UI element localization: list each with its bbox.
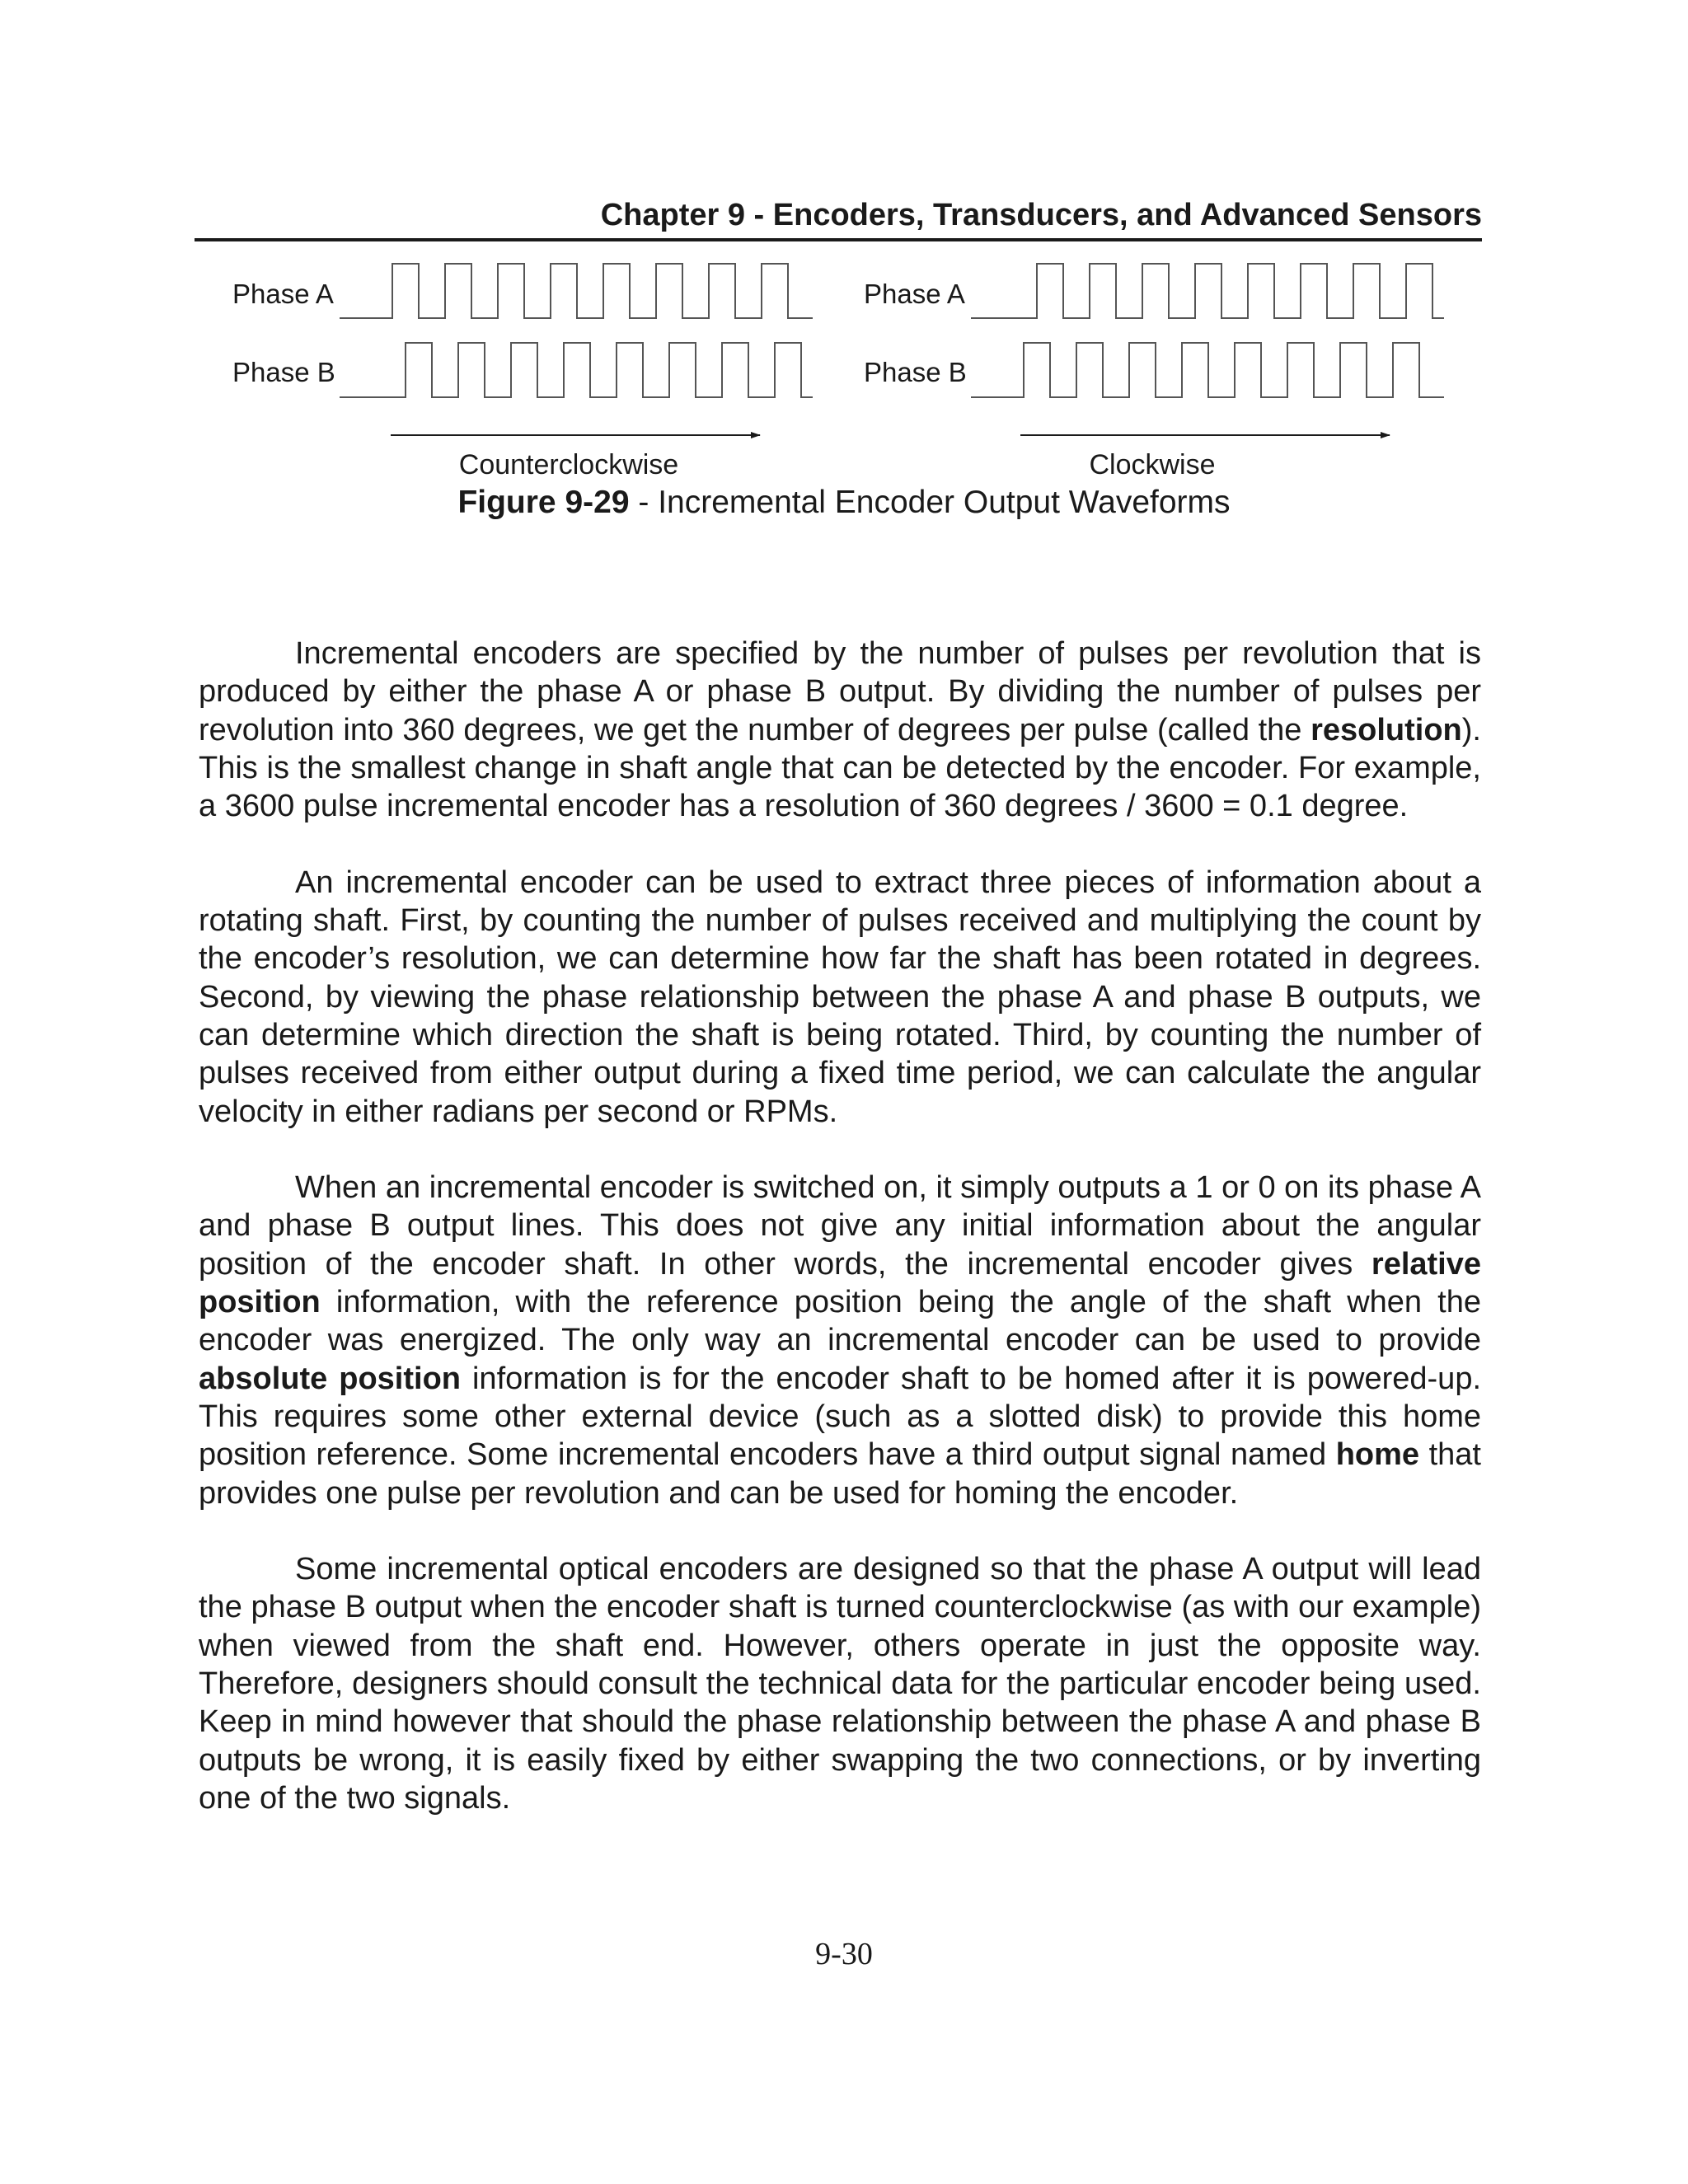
paragraph-information bbox=[199, 864, 1481, 1131]
chapter-header: Chapter 9 - Encoders, Transducers, and Advanced Sensors bbox=[600, 198, 1482, 232]
text-run: that provides one pulse per revolution and can be used for homing the encoder. bbox=[199, 1437, 1481, 1511]
figure-caption-text: - Incremental Encoder Output Waveforms bbox=[629, 485, 1231, 520]
cw-phase-b-label: Phase B bbox=[864, 357, 967, 387]
ccw-direction-label: Counterclockwise bbox=[458, 449, 679, 480]
ccw-phase-b-waveform bbox=[340, 343, 813, 397]
body-text bbox=[199, 635, 1481, 1817]
cw-phase-b-waveform bbox=[971, 343, 1444, 397]
text-run: When an incremental encoder is switched on, it simply outputs a 1 or 0 on its phase A and phase B output lines. This does not give any initial information about the angular position of the encoder shaft. In other words, the incremental encoder gives bbox=[199, 1170, 1481, 1282]
cw-phase-a-label: Phase A bbox=[864, 279, 965, 309]
ccw-phase-a-label: Phase A bbox=[232, 279, 334, 309]
text-run: information is for the encoder shaft to be homed after it is powered-up. This requires some other external device (such as a slotted disk) to provide this home position reference. Some incremental encoders have a third output signal named bbox=[199, 1361, 1482, 1473]
ccw-phase-b-label: Phase B bbox=[232, 357, 335, 387]
encoder-waveform-figure bbox=[0, 0, 1688, 494]
bold-term: absolute position bbox=[199, 1361, 461, 1396]
page-number: 9-30 bbox=[815, 1937, 873, 1971]
text-run: An incremental encoder can be used to extract three pieces of information about a rotating shaft. First, by counting the number of pulses received and multiplying the count by the encoder’s resolution, we can determine how far the shaft has been rotated in degrees. Second, by viewing the phase relationship between the phase A and phase B outputs, we can determine which direction the shaft is being rotated. Third, by counting the number of pulses received from either output during a fixed time period, we can calculate the angular velocity in either radians per second or RPMs. bbox=[199, 865, 1481, 1129]
cw-panel bbox=[864, 264, 1444, 480]
text-run: ). This is the smallest change in shaft angle that can be detected by the encoder. For example, a 3600 pulse incremental encoder has a resolution of 360 degrees / 3600 = 0.1 degree. bbox=[199, 712, 1481, 824]
ccw-panel bbox=[232, 264, 813, 480]
paragraph-resolution bbox=[199, 635, 1481, 825]
paragraph-phase-lead bbox=[199, 1550, 1481, 1817]
bold-term: home bbox=[1335, 1437, 1420, 1473]
cw-phase-a-waveform bbox=[971, 264, 1444, 318]
cw-direction-label: Clockwise bbox=[1089, 449, 1216, 480]
text-run: Some incremental optical encoders are designed so that the phase A output will lead the phase B output when the encoder shaft is turned counterclockwise (as with our example) when viewed from the shaft end. However, others operate in just the opposite way. Therefore, designers should consult the technical data for the particular encoder being used. Keep in mind however that should the phase relationship between the phase A and phase B outputs be wrong, it is easily fixed by either swapping the two connections, or by inverting one of the two signals. bbox=[199, 1552, 1481, 1816]
text-run: Incremental encoders are specified by the number of pulses per revolution that is produced by either the phase A or phase B output. By dividing the number of pulses per revolution into 360 degrees, we get the number of degrees per pulse (called the bbox=[199, 636, 1481, 748]
bold-term: relative position bbox=[199, 1246, 1481, 1320]
figure-caption bbox=[0, 483, 1688, 523]
ccw-phase-a-waveform bbox=[340, 264, 813, 318]
bold-term: resolution bbox=[1311, 712, 1462, 748]
figure-label: Figure 9-29 bbox=[457, 485, 630, 520]
paragraph-relative-position bbox=[199, 1169, 1481, 1512]
text-run: information, with the reference position being the angle of the shaft when the encoder was energized. The only way an incremental encoder can be used to provide bbox=[199, 1285, 1481, 1358]
